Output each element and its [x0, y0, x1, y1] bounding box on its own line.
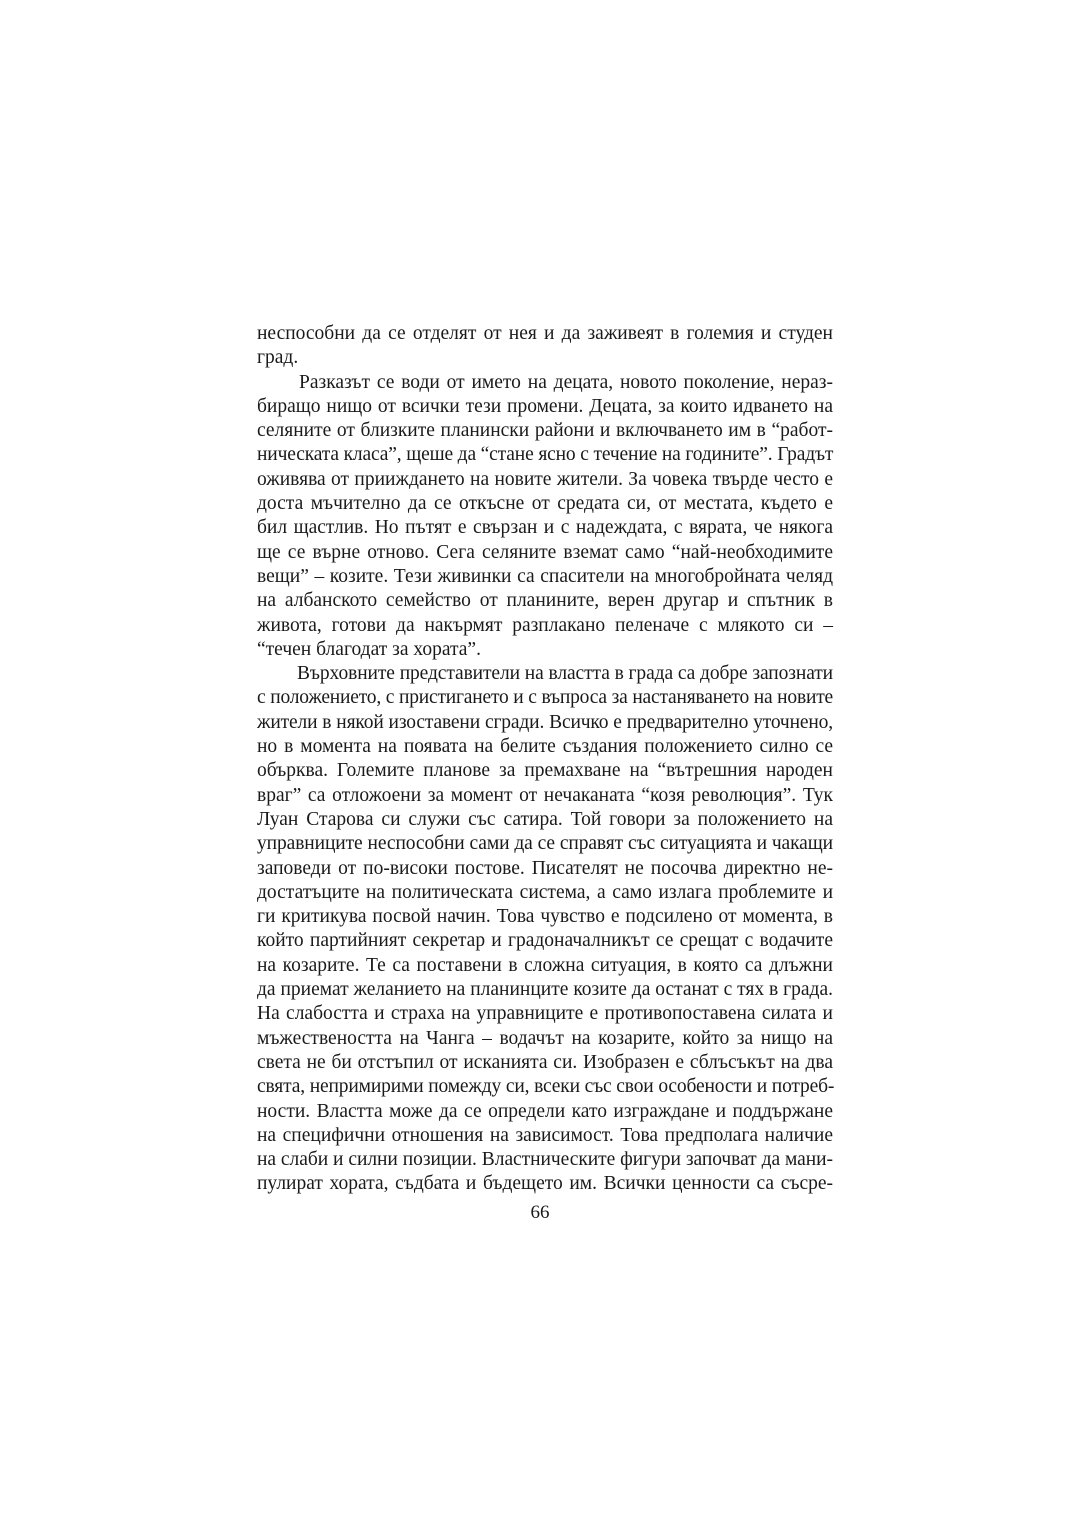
text-line: На слабостта и страха на управниците е противопоставена силата и — [257, 1003, 833, 1025]
text-line: ще се върне отново. Сега селяните вземат само “най-необходимите — [257, 541, 833, 563]
text-line: ги критикува посвой начин. Това чувство е подсилено от момента, в — [257, 906, 833, 928]
text-line: бил щастлив. Но пътят е свързан и с надеждата, с вярата, че някога — [257, 517, 833, 539]
text-line: неспособни да се отделят от нея и да заживеят в големия и студен — [257, 323, 833, 344]
text-line: оживява от прииждането на новите жители. За човека твърде често е — [257, 468, 833, 490]
text-line: пулират хората, съдбата и бъдещето им. Всички ценности са съсре- — [257, 1173, 833, 1195]
text-line: Върховните представители на властта в града са добре запознати — [297, 663, 833, 685]
text-line: ническата класа”, щеше да “стане ясно с течение на годините”. Градът — [257, 444, 834, 466]
text-line: селяните от близките планински райони и включването им в “работ- — [257, 420, 833, 442]
text-line: мъжествеността на Чанга – водачът на козарите, който за нищо на — [257, 1027, 833, 1049]
text-line: вещи” – козите. Тези живинки са спасители на многобройната челяд — [257, 565, 833, 587]
text-line: доста мъчително да се откъсне от средата си, от местата, където е — [257, 493, 833, 515]
text-line: Луан Старова си служи със сатира. Той говори за положението на — [257, 808, 833, 830]
text-line: достатъците на политическата система, а само излага проблемите и — [257, 881, 833, 903]
text-line: но в момента на появата на белите създания положението силно се — [257, 736, 833, 758]
text-line: “течен благодат за хората”. — [257, 638, 481, 660]
text-line: света не би отстъпил от исканията си. Изобразен е сблъсъкът на два — [257, 1051, 833, 1073]
text-line: който партийният секретар и градоначалникът се срещат с водачите — [257, 930, 833, 952]
text-line: град. — [257, 347, 299, 369]
text-line: управниците неспособни сами да се справят със ситуацията и чакащи — [257, 833, 833, 855]
body-text — [257, 322, 833, 1197]
text-line: на специфични отношения на зависимост. Това предполага наличие — [257, 1124, 833, 1146]
text-line: с положението, с пристигането и с въпроса за настаняването на новите — [257, 687, 833, 709]
page-number: 66 — [530, 1202, 550, 1223]
text-line: свята, непримирими помежду си, всеки със свои особености и потреб- — [257, 1076, 835, 1098]
text-line: да приемат желанието на планинците козите да останат с тях в града. — [257, 979, 833, 1001]
text-line: на козарите. Те са поставени в сложна ситуация, в която са длъжни — [257, 954, 833, 976]
text-line: жители в някой изоставени сгради. Всичко е предварително уточнено, — [257, 711, 833, 733]
text-line: заповеди от по-високи постове. Писателят не посочва директно не- — [257, 857, 833, 879]
text-line: на слаби и силни позиции. Властническите фигури започват да мани- — [257, 1149, 833, 1171]
text-line: враг” са отложоени за момент от нечаканата “козя революция”. Тук — [257, 784, 833, 806]
text-line: живота, готови да накърмят разплакано пеленаче с млякото си – — [257, 614, 833, 636]
text-line: Разказът се води от името на децата, новото поколение, нераз- — [299, 371, 833, 393]
text-line: биращо нищо от всички тези промени. Децата, за които идването на — [257, 395, 833, 417]
text-line: ности. Властта може да се определи като изграждане и поддържане — [257, 1100, 833, 1122]
text-line: обърква. Големите планове за премахване на “вътрешния народен — [257, 760, 833, 782]
text-line: на албанското семейство от планините, верен другар и спътник в — [257, 590, 833, 612]
